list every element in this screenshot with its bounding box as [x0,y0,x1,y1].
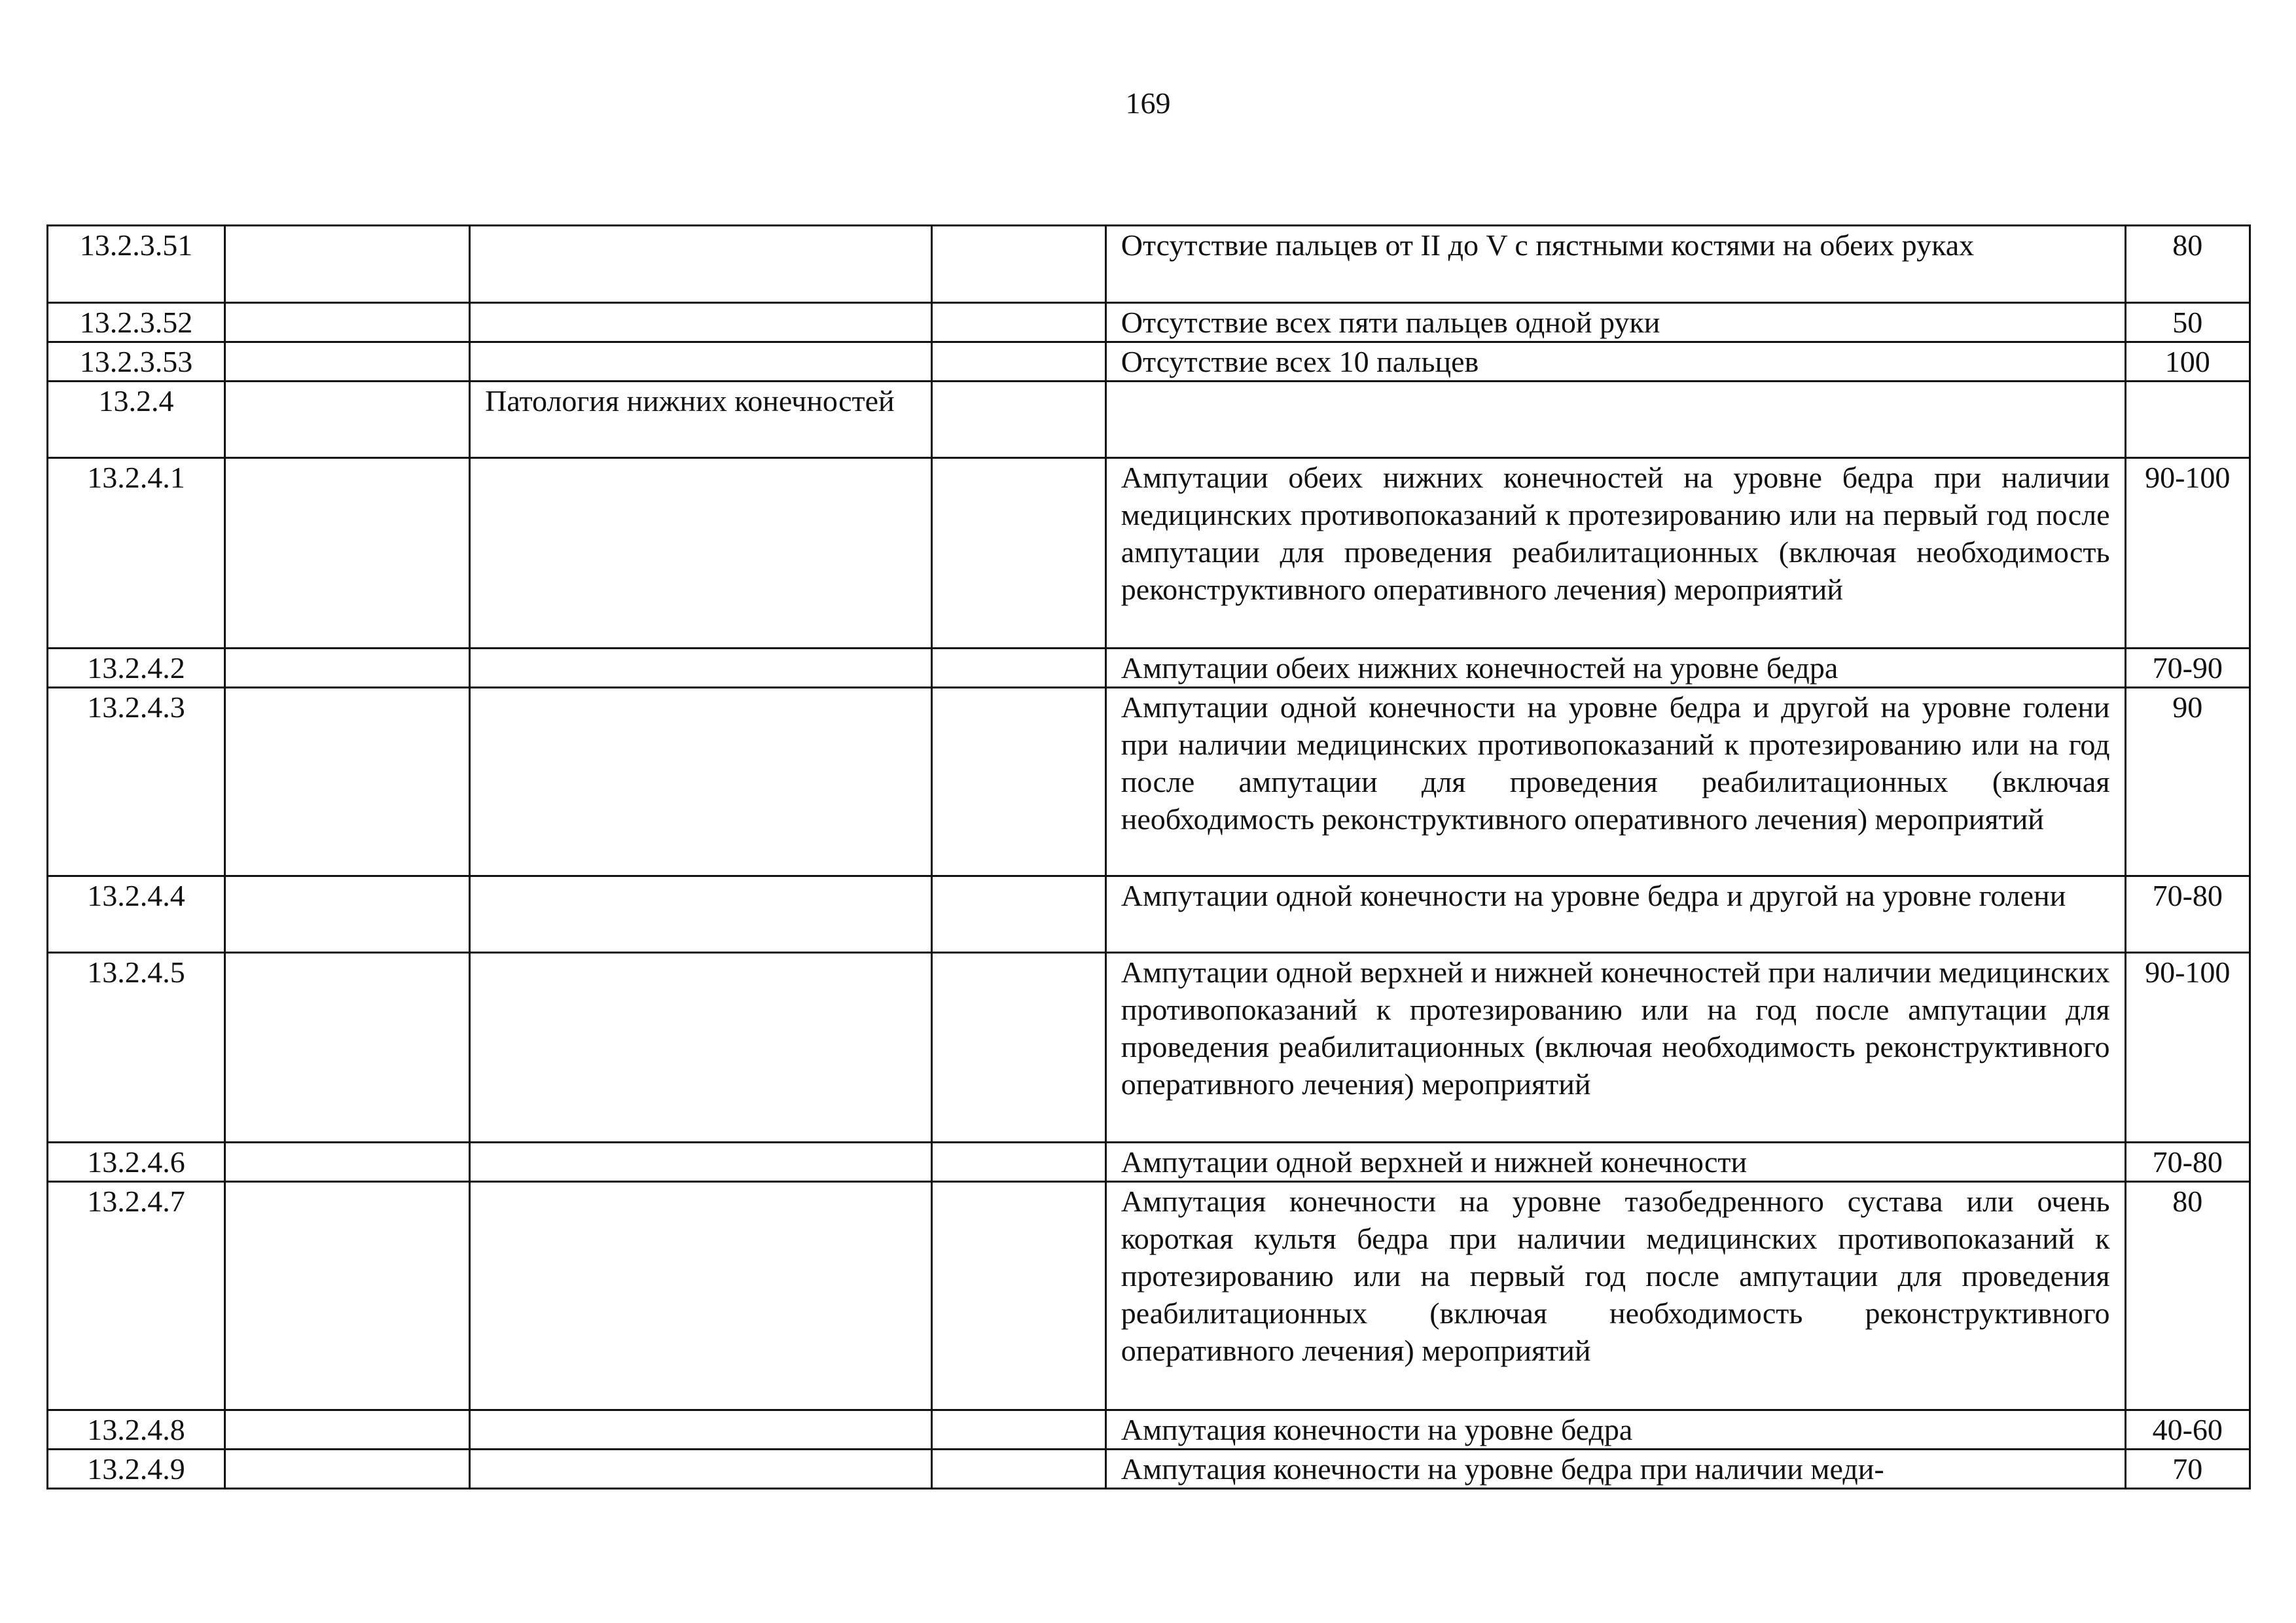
group-cell [470,953,932,1143]
row-code: 13.2.4.1 [48,458,225,649]
row-code: 13.2.4.9 [48,1450,225,1489]
empty-cell [224,382,469,458]
row-percent: 70-90 [2125,649,2250,688]
row-percent [2125,382,2250,458]
disability-criteria-table [46,224,2251,1489]
row-percent: 70-80 [2125,1143,2250,1182]
row-code: 13.2.4.4 [48,876,225,953]
table-row [48,458,2250,649]
empty-cell [224,458,469,649]
empty-cell [224,1143,469,1182]
empty-cell [932,382,1105,458]
row-description: Ампутации одной конечности на уровне бедра и другой на уровне голени [1105,876,2125,953]
row-code: 13.2.4.3 [48,688,225,876]
empty-cell [932,1143,1105,1182]
group-cell [470,1410,932,1450]
row-percent: 70 [2125,1450,2250,1489]
empty-cell [224,688,469,876]
row-code: 13.2.4.7 [48,1182,225,1410]
group-cell: Патология нижних конечностей [470,382,932,458]
table-row [48,876,2250,953]
group-cell [470,688,932,876]
empty-cell [224,876,469,953]
group-cell [470,1182,932,1410]
table-row [48,226,2250,303]
group-cell [470,342,932,382]
table-row [48,382,2250,458]
empty-cell [224,649,469,688]
empty-cell [932,303,1105,342]
row-description [1105,382,2125,458]
row-description: Отсутствие всех пяти пальцев одной руки [1105,303,2125,342]
table-row [48,1410,2250,1450]
table-row [48,303,2250,342]
row-description: Ампутация конечности на уровне тазобедренного сустава или очень короткая культя бедра при наличии медицинских противопоказаний к протезированию или на первый год после ампутации для проведения реабилитационных (включая необходимость реконструктивного оперативного лечения) мероприятий [1105,1182,2125,1410]
empty-cell [932,226,1105,303]
empty-cell [932,1450,1105,1489]
row-percent: 80 [2125,1182,2250,1410]
row-percent: 90-100 [2125,953,2250,1143]
empty-cell [932,688,1105,876]
empty-cell [932,1182,1105,1410]
group-cell [470,303,932,342]
row-code: 13.2.4.5 [48,953,225,1143]
empty-cell [224,1182,469,1410]
empty-cell [932,876,1105,953]
page-number: 169 [1125,86,1171,120]
empty-cell [224,226,469,303]
row-percent: 100 [2125,342,2250,382]
group-cell [470,1450,932,1489]
group-cell [470,876,932,953]
row-percent: 80 [2125,226,2250,303]
row-code: 13.2.4.6 [48,1143,225,1182]
row-description: Ампутации обеих нижних конечностей на уровне бедра [1105,649,2125,688]
group-cell [470,1143,932,1182]
row-percent: 40-60 [2125,1410,2250,1450]
row-description: Ампутация конечности на уровне бедра [1105,1410,2125,1450]
table-row [48,1450,2250,1489]
row-code: 13.2.3.51 [48,226,225,303]
row-code: 13.2.3.52 [48,303,225,342]
row-percent: 50 [2125,303,2250,342]
row-description: Ампутации обеих нижних конечностей на уровне бедра при наличии медицинских противопоказаний к протезированию или на первый год после ампутации для проведения реабилитационных (включая необходимость реконструктивного оперативного лечения) мероприятий [1105,458,2125,649]
empty-cell [932,342,1105,382]
row-description: Ампутации одной верхней и нижней конечностей при наличии медицинских противопоказаний к протезированию или на год после ампутации для проведения реабилитационных (включая необходимость реконструктивного оперативного лечения) мероприятий [1105,953,2125,1143]
row-code: 13.2.4.2 [48,649,225,688]
table-row [48,953,2250,1143]
empty-cell [932,649,1105,688]
empty-cell [224,953,469,1143]
empty-cell [224,1410,469,1450]
row-code: 13.2.3.53 [48,342,225,382]
empty-cell [932,953,1105,1143]
empty-cell [224,1450,469,1489]
table-row [48,649,2250,688]
empty-cell [932,1410,1105,1450]
table-row [48,688,2250,876]
row-description: Отсутствие пальцев от II до V с пястными костями на обеих руках [1105,226,2125,303]
row-description: Ампутации одной конечности на уровне бедра и другой на уровне голени при наличии медицинских противопоказаний к протезированию или на год после ампутации для проведения реабилитационных (включая необходимость реконструктивного оперативного лечения) мероприятий [1105,688,2125,876]
table-row [48,1182,2250,1410]
group-cell [470,458,932,649]
empty-cell [932,458,1105,649]
row-description: Ампутации одной верхней и нижней конечности [1105,1143,2125,1182]
row-percent: 70-80 [2125,876,2250,953]
table-row [48,1143,2250,1182]
row-percent: 90-100 [2125,458,2250,649]
row-description: Отсутствие всех 10 пальцев [1105,342,2125,382]
table-row [48,342,2250,382]
group-cell [470,649,932,688]
empty-cell [224,303,469,342]
empty-cell [224,342,469,382]
row-description: Ампутация конечности на уровне бедра при наличии меди- [1105,1450,2125,1489]
row-code: 13.2.4 [48,382,225,458]
row-code: 13.2.4.8 [48,1410,225,1450]
group-cell [470,226,932,303]
row-percent: 90 [2125,688,2250,876]
